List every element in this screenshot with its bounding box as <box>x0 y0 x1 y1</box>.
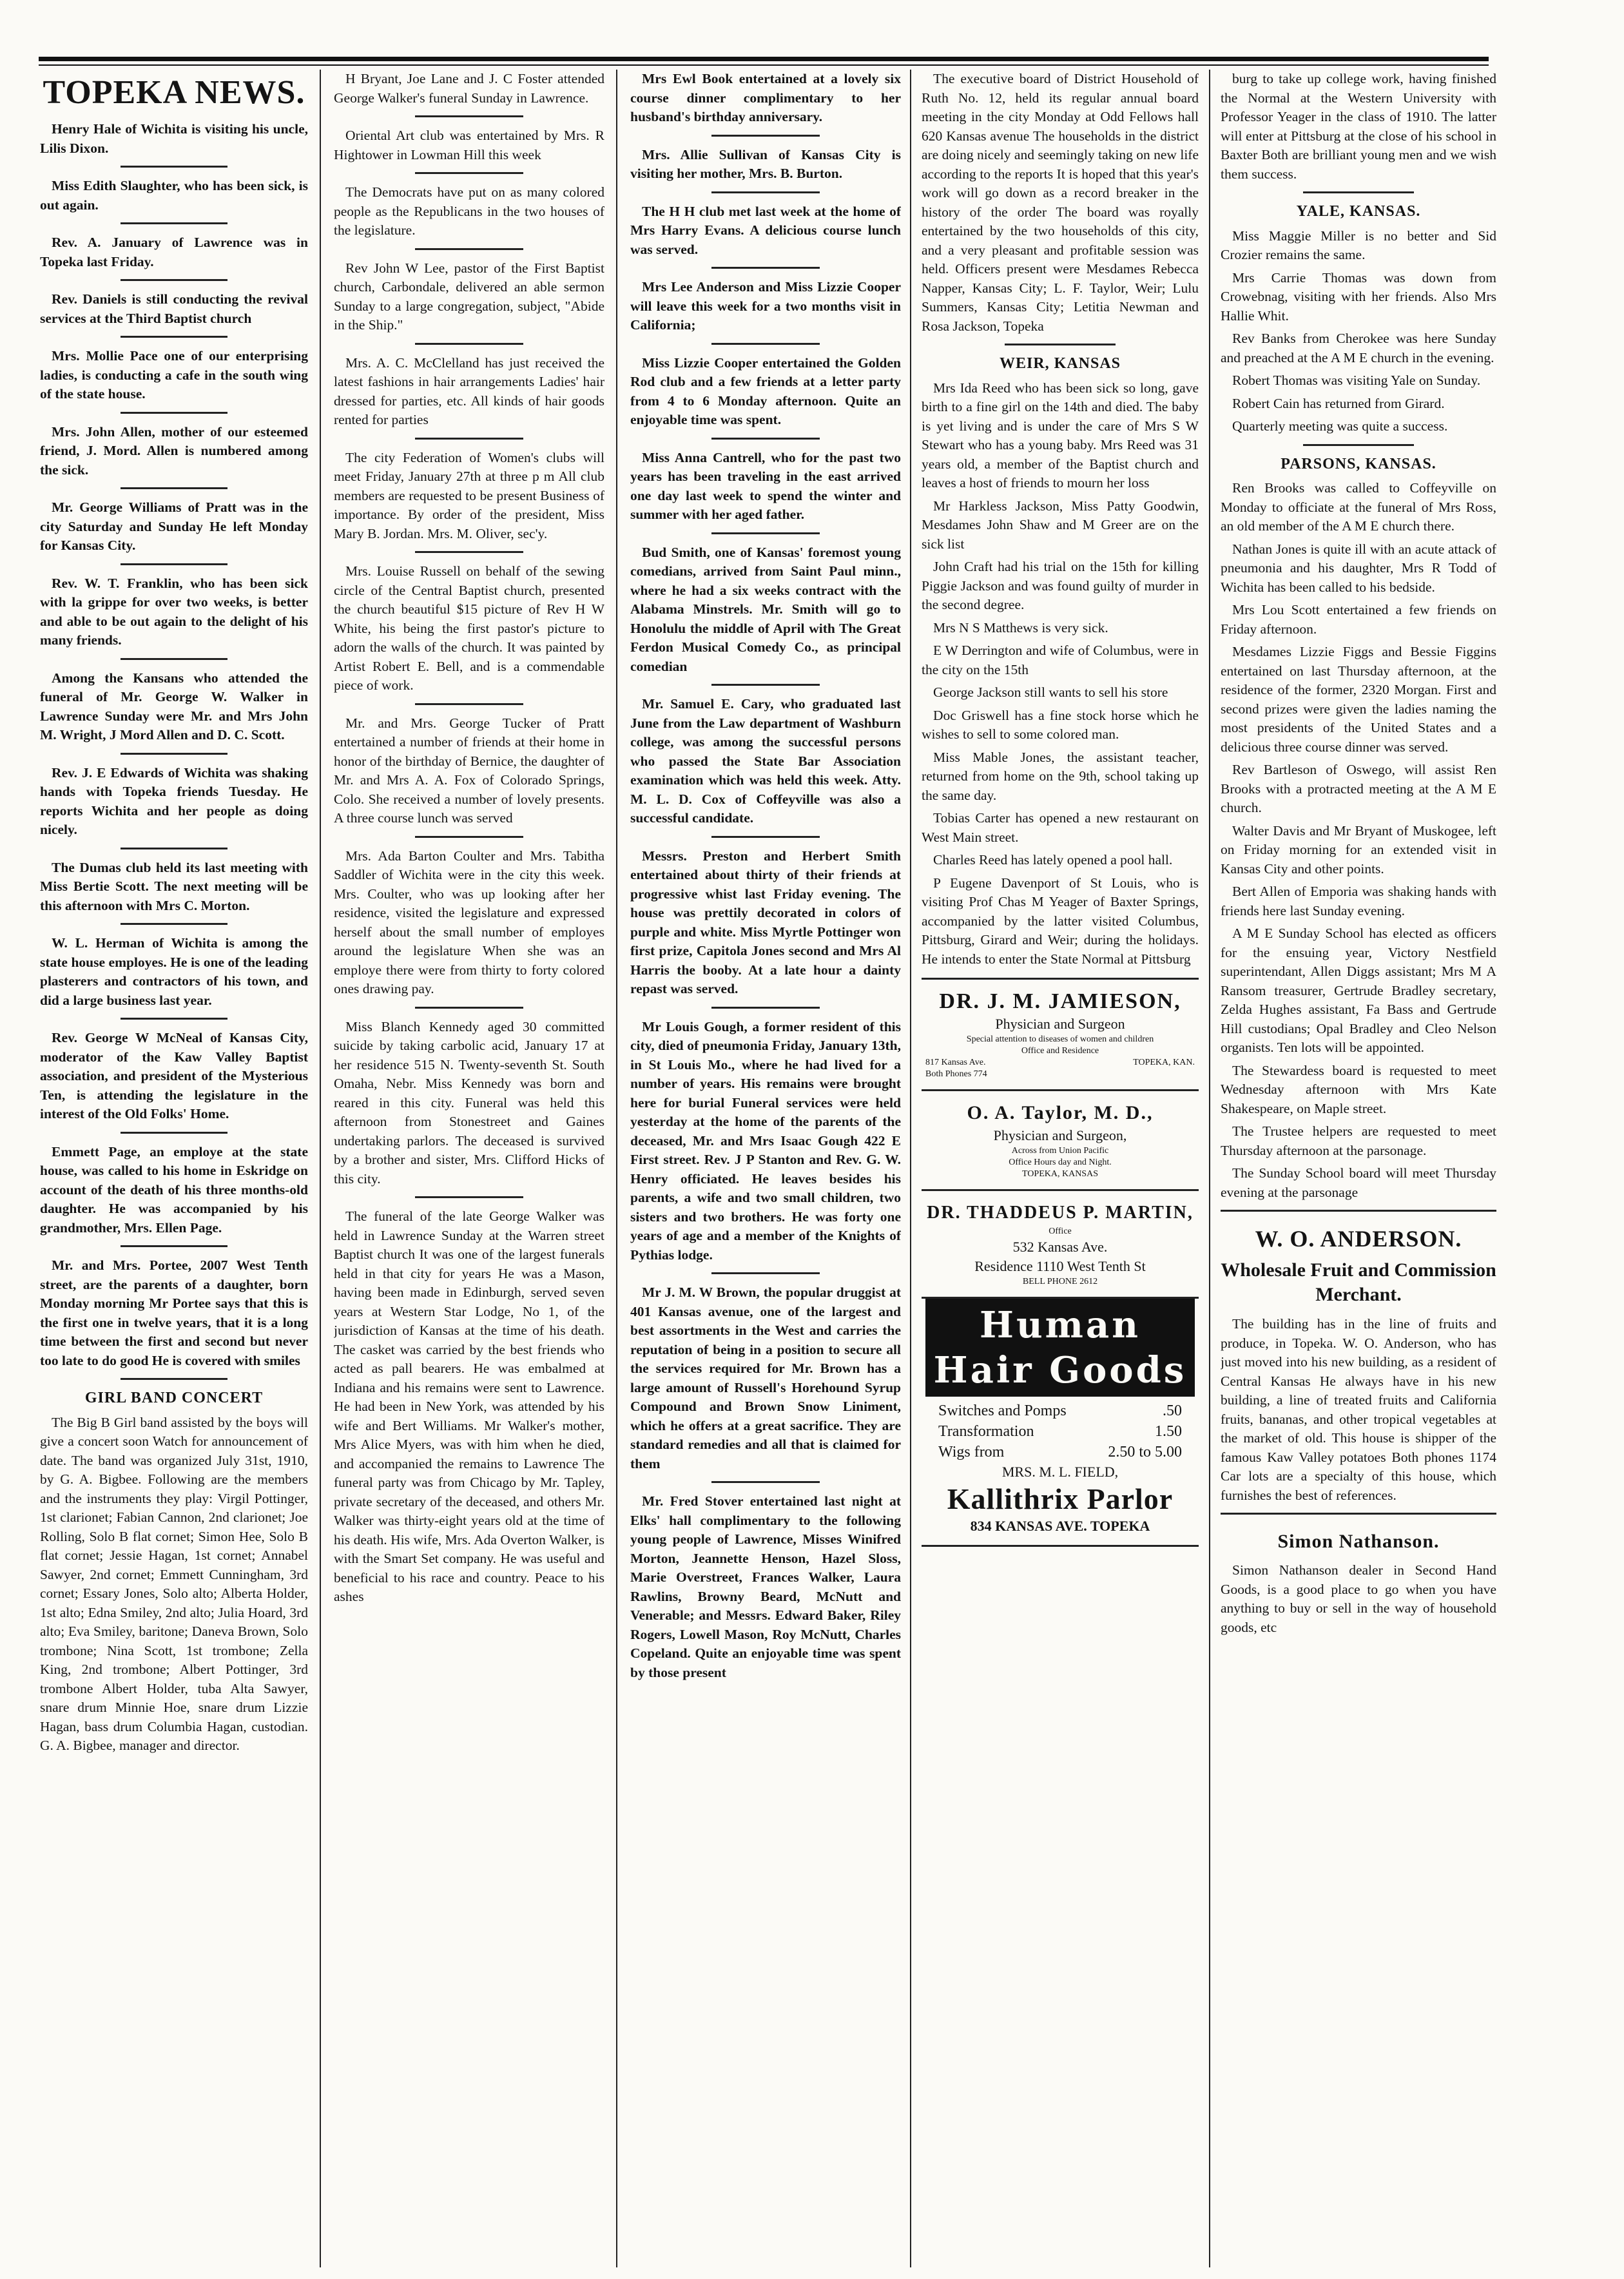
separator <box>121 166 227 168</box>
separator <box>121 848 227 849</box>
news-items <box>334 70 604 1607</box>
news-item: The executive board of District Household of Ruth No. 12, held its regular annual board meeting in the city Monday at Odd Fellows hall 620 Kansas avenue The households in the district are doing nicely and seemingly taking on new life according to the reports It is hoped that this year's work will go down as a record breaker in the history of the order The board was royally entertained by the two households of this city, and a very pleasant and profitable session was held. Officers present were Mesdames Rebecca Napper, Kansas City; L. F. Taylor, Weir; Lulu Summers, Kansas City; Letitia Newman and Rosa Jackson, Topeka <box>922 71 1199 334</box>
yale-heading: YALE, KANSAS. <box>1296 203 1421 220</box>
news-item: The H H club met last week at the home of Mrs Harry Evans. A delicious course lunch was served. <box>630 203 901 257</box>
news-item: Rev. W. T. Franklin, who has been sick with la grippe for over two weeks, is better and able to be out again to the delight of his many friends. <box>40 575 308 648</box>
separator <box>415 836 523 838</box>
ad-hair-item: Switches and Pomps <box>938 1402 1067 1419</box>
separator <box>121 336 227 338</box>
news-item: Walter Davis and Mr Bryant of Muskogee, left on Friday morning for an extended visit in Kansas City and other points. <box>1221 822 1496 877</box>
news-item: burg to take up college work, having finished the Normal at the Western University with Professor Yeager in the class of 1910. The latter will enter at Pittsburg at the close of his school in Baxter Both are brilliant young men and we wish them success. <box>1221 71 1496 182</box>
ad-hair-parlor: Kallithrix Parlor <box>947 1482 1174 1515</box>
top-rule-thin <box>39 64 1489 66</box>
news-items <box>922 70 1199 336</box>
news-item: Henry Hale of Wichita is visiting his uncle, Lilis Dixon. <box>40 121 308 156</box>
news-item: The city Federation of Women's clubs will meet Friday, January 27th at three p m All club members are requested to be present Business of importance. By order of the president, Miss Mary B. Jordan. Mrs. M. Oliver, sec'y. <box>334 449 604 541</box>
news-item: Rev Bartleson of Oswego, will assist Ren Brooks with a protracted meeting at the A M E church. <box>1221 762 1496 815</box>
ad-jamieson-phones: Both Phones 774 <box>925 1069 987 1079</box>
separator <box>121 412 227 414</box>
news-item: The Democrats have put on as many colored people as the Republicans in the two houses of the legislature. <box>334 184 604 238</box>
news-item: Quarterly meeting was quite a success. <box>1232 418 1448 434</box>
ad-taylor-title: Physician and Surgeon, <box>993 1127 1127 1143</box>
news-item: Rev. J. E Edwards of Wichita was shaking hands with Topeka friends Tuesday. He reports Wichita and her people as doing nicely. <box>40 764 308 837</box>
ad-martin-name: DR. THADDEUS P. MARTIN, <box>927 1203 1194 1223</box>
separator <box>1303 191 1413 193</box>
ad-hair-price: 1.50 <box>1155 1423 1182 1440</box>
separator <box>415 248 523 250</box>
parsons-heading: PARSONS, KANSAS. <box>1281 455 1436 472</box>
news-item: Mr. and Mrs. George Tucker of Pratt entertained a number of friends at their home in honor of the birthday of Bernice, the daughter of Mr. and Mrs A. A. Fox of Colorado Springs, Colo. She received a number of lovely presents. A three course lunch was served <box>334 715 604 826</box>
separator <box>121 923 227 925</box>
ad-martin-address: 532 Kansas Ave. <box>1012 1239 1108 1255</box>
news-item: Mrs. Ada Barton Coulter and Mrs. Tabitha Saddler of Wichita were in the city this week. Mrs. Coulter, who was up looking after her residence, visited the legislature and expressed herself about the small number of employes around the legislature When she was an employe there were from thirty to forty colored ones drawing pay. <box>334 848 604 996</box>
separator <box>1221 1513 1496 1515</box>
ad-hair-price: 2.50 to 5.00 <box>1108 1444 1182 1460</box>
column-divider <box>910 70 911 2267</box>
ad-hair-headline: Human Hair Goods <box>925 1299 1195 1397</box>
ad-jamieson-city: TOPEKA, KAN. <box>1133 1058 1195 1067</box>
news-items <box>1221 227 1496 436</box>
news-item: Miss Edith Slaughter, who has been sick, is out again. <box>40 178 308 213</box>
separator <box>121 487 227 489</box>
news-item: Rev. A. January of Lawrence was in Topeka last Friday. <box>40 235 308 269</box>
weir-heading: WEIR, KANSAS <box>999 355 1121 372</box>
news-item: Bud Smith, one of Kansas' foremost young comedians, arrived from Saint Paul minn., where he had a six weeks contract with the Alabama Minstrels. Mr. Smith will go to Honolulu the middle of April with The Great Ferdon Musical Comedy Co., as principal comedian <box>630 544 901 674</box>
news-item: Mr J. M. W Brown, the popular druggist at 401 Kansas avenue, one of the largest and best assortments in the West and carries the reputation of being in a position to secure all the services required for Mr. Brown has a large amount of Russell's Horehound Syrup Compound and Brown Snow Liniment, which he offers at a great sacrifice. They are standard remedies and all that is claimed for them <box>630 1285 901 1471</box>
ad-taylor-city: TOPEKA, KANSAS <box>1022 1169 1098 1179</box>
news-item: Among the Kansans who attended the funeral of Mr. George W. Walker in Lawrence Sunday were Mr. and Mrs John M. Wright, J Mord Allen and D. C. Scott. <box>40 670 308 742</box>
masthead: TOPEKA NEWS. <box>43 74 305 111</box>
news-item: A M E Sunday School has elected as officers for the ensuing year, Victory Nestfield superintendant, Allen Diggs assistant; Mrs M A Ransom treasurer, Gertrude Bradley secretary, Zelda Hughes assistant, Fa Bass and Gertrude Hill custodians; Opal Bradley and Cleo Nelson organists. Ten lots will be appointed. <box>1221 926 1496 1055</box>
news-item: Mr. and Mrs. Portee, 2007 West Tenth street, are the parents of a daughter, born Monday morning Mr Portee says that this is the first one in twelve years, that it is a long time between the first and second but never too late to do good He is covered with smiles <box>40 1257 308 1368</box>
news-item: Messrs. Preston and Herbert Smith entertained about thirty of their friends at progressive whist last Friday evening. The house was prettily decorated in colors of purple and white. Miss Myrtle Pottinger won first prize, Capitola Jones second and Mrs Al Harris the booby. At a late hour a dainty repast was served. <box>630 848 901 996</box>
ad-martin-residence: Residence 1110 West Tenth St <box>974 1258 1146 1274</box>
separator <box>711 1481 820 1483</box>
news-item: Rev John W Lee, pastor of the First Baptist church, Carbondale, delivered an able sermon Sunday to a large congregation, subject, "Abide in the Ship." <box>334 260 604 333</box>
ad-hair-goods <box>922 1299 1199 1547</box>
ad-taylor-address: Across from Union Pacific <box>1011 1146 1109 1156</box>
separator <box>121 1378 227 1380</box>
separator <box>711 191 820 193</box>
news-item: Mrs Lou Scott entertained a few friends on Friday afternoon. <box>1221 602 1496 637</box>
ad-jamieson-row <box>925 1057 1195 1069</box>
news-item: E W Derrington and wife of Columbus, were in the city on the 15th <box>922 643 1199 677</box>
separator <box>711 836 820 838</box>
separator <box>121 1018 227 1020</box>
ad-martin-office: Office <box>1049 1227 1072 1236</box>
news-item: Nathan Jones is quite ill with an acute attack of pneumonia and his daughter, Mrs R Todd of Wichita has been called to his bedside. <box>1221 541 1496 595</box>
news-item: Miss Lizzie Cooper entertained the Golden Rod club and a few friends at a letter party from 4 to 6 Monday afternoon. Quite an enjoyable time was spent. <box>630 354 901 427</box>
news-item: The Stewardess board is requested to meet Wednesday afternoon with Mrs Kate Shakespeare, on Maple street. <box>1221 1062 1496 1116</box>
separator <box>711 684 820 686</box>
news-item: Mr. Samuel E. Cary, who graduated last June from the Law department of Washburn college, was among the successful persons who passed the State Bar Association examination which was held this week. Atty. M. L. D. Cox of Coffeyville was also a successful candidate. <box>630 696 901 826</box>
ad-jamieson-address: 817 Kansas Ave. <box>925 1058 986 1067</box>
news-item: The Dumas club held its last meeting with Miss Bertie Scott. The next meeting will be this afternoon with Mrs C. Morton. <box>40 859 308 913</box>
ad-nathanson-name: Simon Nathanson. <box>1277 1531 1440 1552</box>
ad-jamieson <box>922 978 1199 1091</box>
news-item: Rev Banks from Cherokee was here Sunday and preached at the A M E church in the evening. <box>1221 331 1496 365</box>
top-rule <box>39 57 1489 61</box>
column-3 <box>630 70 901 2267</box>
news-item: Mr. George Williams of Pratt was in the city Saturday and Sunday He left Monday for Kansas City. <box>40 499 308 553</box>
separator <box>711 267 820 269</box>
news-item: John Craft had his trial on the 15th for killing Piggie Jackson and was found guilty of murder in the second degree. <box>922 559 1199 612</box>
news-item: Charles Reed has lately opened a pool hall. <box>933 852 1173 868</box>
news-item: Doc Griswell has a fine stock horse which he wishes to sell to some colored man. <box>922 707 1199 742</box>
ad-taylor-hours: Office Hours day and Night. <box>1009 1158 1112 1167</box>
separator <box>415 1196 523 1198</box>
separator <box>1303 444 1413 446</box>
separator <box>415 438 523 440</box>
separator <box>121 1245 227 1247</box>
news-item: Mrs. Louise Russell on behalf of the sewing circle of the Central Baptist church, presented the church beautiful $15 picture of Rev H W White, his being the first pastor's picture to adorn the walls of the church. It was painted by Artist Robert E. Bell, and is a commendable piece of work. <box>334 563 604 693</box>
separator <box>121 563 227 565</box>
news-item: Robert Thomas was visiting Yale on Sunday. <box>1232 373 1481 388</box>
news-item: H Bryant, Joe Lane and J. C Foster attended George Walker's funeral Sunday in Lawrence. <box>334 71 604 106</box>
ad-hair-address: 834 KANSAS AVE. TOPEKA <box>970 1518 1150 1534</box>
news-item: P Eugene Davenport of St Louis, who is visiting Prof Chas M Yeager of Baxter Springs, accompanied by the latter visited Columbus, Pittsburg, Girard and Weir; during the holidays. He intends to enter the State Normal at Pittsburg <box>922 875 1199 967</box>
separator <box>711 1272 820 1274</box>
girl-band-heading: GIRL BAND CONCERT <box>84 1390 264 1406</box>
news-item: The Sunday School board will meet Thursday evening at the parsonage <box>1221 1165 1496 1200</box>
ad-hair-item: Wigs from <box>938 1444 1005 1460</box>
ad-martin <box>922 1191 1199 1299</box>
news-item: Mr. Fred Stover entertained last night at Elks' hall complimentary to the following young people of Lawrence, Misses Winifred Morton, Jeannette Henson, Hazel Sloss, Marie Overstreet, Frances Walker, Laura Rawlins, Browny Beard, McNutt and Venerable; and Messrs. Edward Baker, Riley Rogers, Lowell Mason, Roy McNutt, Charles Copeland. Quite an enjoyable time was spent by those present <box>630 1493 901 1680</box>
ad-hair-line <box>925 1442 1195 1462</box>
separator <box>415 551 523 553</box>
news-item: Miss Anna Cantrell, who for the past two years has been traveling in the east arrived one day last week to spend the winter and summer with her aged father. <box>630 449 901 522</box>
ad-hair-item: Transformation <box>938 1423 1034 1440</box>
news-item: Mr Harkless Jackson, Miss Patty Goodwin, Mesdames John Shaw and M Greer are on the sick list <box>922 498 1199 552</box>
separator <box>121 279 227 281</box>
separator <box>121 1132 227 1134</box>
separator <box>1221 1210 1496 1212</box>
ad-taylor-name: O. A. Taylor, M. D., <box>967 1102 1154 1123</box>
ad-taylor <box>922 1091 1199 1191</box>
news-item: Emmett Page, an employe at the state house, was called to his home in Eskridge on account of the death of his three months-old daughter. He was accompanied by his grandmother, Mrs. Ellen Page. <box>40 1143 308 1236</box>
news-item: Mrs. A. C. McClelland has just received the latest fashions in hair arrangements Ladies' hair dressed for parties, etc. All kinds of hair goods rented for parties <box>334 354 604 427</box>
news-item: Rev. George W McNeal of Kansas City, moderator of the Kaw Valley Baptist association, and president of the Mysterious Ten, is attending the legislature in the interest of the Old Folks' Home. <box>40 1030 308 1121</box>
separator <box>711 135 820 137</box>
news-item: Oriental Art club was entertained by Mrs. R Hightower in Lowman Hill this week <box>334 128 604 162</box>
ad-nathanson-text: Simon Nathanson dealer in Second Hand Goods, is a good place to go when you have anything to buy or sell in the way of household goods, etc <box>1221 1562 1496 1635</box>
news-item: Mrs N S Matthews is very sick. <box>933 619 1108 635</box>
ad-hair-line <box>925 1421 1195 1442</box>
separator <box>415 1007 523 1009</box>
separator <box>711 343 820 345</box>
news-items <box>1221 479 1496 1202</box>
column-divider <box>1209 70 1210 2267</box>
news-item: Mrs Ida Reed who has been sick so long, gave birth to a fine girl on the 14th and died. The baby is yet living and is under the care of Mrs S W Stewart who has a young baby. Mrs Reed was 31 years old, a member of the Baptist church and leaves a host of friends to mourn her loss <box>922 380 1199 490</box>
ad-anderson-text: The building has in the line of fruits and produce, in Topeka. W. O. Anderson, who has just moved into his new building, as a resident of Central Kansas He always have in his new building, a line of treated fruits and California fruits, bananas, and other tropical vegetables at the market of old. This house is shipper of the famous Kaw Valley potatoes Both phones 1174 Car lots are a specialty of this house, which furnishes the best of references. <box>1221 1316 1496 1503</box>
news-item: The funeral of the late George Walker was held in Lawrence Sunday at the Warren street Baptist church It was one of the largest funerals held in that city for years He was a Mason, having been made in Edinburgh, served seven years at Western Star Lodge, No 1, of the jurisdiction of Kansas at the time of his death. The casket was carried by the best friends who acted as pall bearers. He was embalmed at Indiana and his remains were sent to Lawrence. He had been in New York, was attended by his wife and Bert Williams. Mr Walker's mother, Mrs Alice Myers, was with him when he died, and accompanied the remains to Lawrence The funeral party was from Chicago by Mr. Tapley, private secretary of the deceased, and others Mr. Walker was thirty-eight years old at the time of his death. His wife, Mrs. Ada Overton Walker, is with the Smart Set company. He was useful and beneficial to his race and country. Peace to his ashes <box>334 1208 604 1604</box>
column-2 <box>334 70 604 2267</box>
column-divider <box>616 70 617 2267</box>
news-item: Ren Brooks was called to Coffeyville on Monday to officiate at the funeral of Mrs Ross, an old member of the A M E church there. <box>1221 480 1496 534</box>
news-item: Mr Louis Gough, a former resident of this city, died of pneumonia Friday, January 13th, in St Louis Mo., where he had lived for a number of years. His remains were brought here for burial Funeral services were held yesterday at the home of the parents of the deceased, Mr. and Mrs Isaac Gough 422 E First street. Rev. J P Stanton and Rev. G. W. Henry officiated. He leaves besides his parents, a wife and two small children, two sisters and two brothers. He was forty one years of age and a member of the Knights of Pythias lodge. <box>630 1018 901 1263</box>
news-item: Mrs. Allie Sullivan of Kansas City is visiting her mother, Mrs. B. Burton. <box>630 146 901 181</box>
news-items <box>922 379 1199 969</box>
separator <box>121 658 227 660</box>
column-1 <box>40 70 308 2267</box>
news-item: W. L. Herman of Wichita is among the state house employes. He is one of the leading plasterers and contractors of his town, and did a large business last year. <box>40 935 308 1008</box>
separator <box>711 438 820 440</box>
separator <box>415 703 523 705</box>
ad-anderson-name: W. O. ANDERSON. <box>1255 1226 1462 1252</box>
ad-hair-line <box>925 1401 1195 1421</box>
separator <box>711 1007 820 1009</box>
separator <box>121 753 227 755</box>
ad-anderson-sub: Wholesale Fruit and Commission Merchant. <box>1221 1259 1496 1305</box>
news-item: Tobias Carter has opened a new restaurant on West Main street. <box>922 810 1199 845</box>
news-item: Mesdames Lizzie Figgs and Bessie Figgins entertained on last Thursday afternoon, at the residence of the former, 2320 Morgan. First and second prizes were given the ladies naming the most presidents of the United States and a delicious three course dinner was served. <box>1221 644 1496 755</box>
ad-martin-phone: BELL PHONE 2612 <box>1022 1277 1098 1286</box>
news-item: Mrs. Mollie Pace one of our enterprising ladies, is conducting a cafe in the south wing of the state house. <box>40 348 308 402</box>
news-item: Bert Allen of Emporia was shaking hands with friends here last Sunday evening. <box>1221 884 1496 918</box>
girl-band-text: The Big B Girl band assisted by the boys will give a concert soon Watch for announcement of date. The band was organized July 31st, 1910, by G. A. Bigbee. Following are the members and the instruments they play: Virgil Pottinger, 1st clarionet; Fabian Cannon, 2nd clarionet; Joe Rolling, Solo B flat cornet; Simon Hee, Solo B flat cornet; Jessie Hagan, 1st cornet; Annabel Sawyer, 2nd cornet; Emmett Cunningham, 3rd cornet; Essary Jones, Solo alto; Alberta Holder, 1st alto; Edna Smiley, 2nd alto; Julia Hoard, 3rd alto; Eva Smiley, baritone; Daneva Brown, Solo trombone; Nina Scott, 1st trombone; Zella King, 2nd trombone; Albert Pottinger, 3rd trombone Albert Holder, tuba Alta Sawyer, snare drum Minnie Hoe, snare drum Lizzie Hagan, bass drum Columbia Hagan, custodian. G. A. Bigbee, manager and director. <box>40 1414 308 1753</box>
news-item: Mrs Lee Anderson and Miss Lizzie Cooper will leave this week for a two months visit in California; <box>630 279 901 333</box>
news-item: Miss Mable Jones, the assistant teacher, returned from home on the 9th, school taking up the same day. <box>922 749 1199 803</box>
news-item: Miss Maggie Miller is no better and Sid Crozier remains the same. <box>1221 228 1496 262</box>
news-item: Robert Cain has returned from Girard. <box>1232 395 1445 411</box>
separator <box>121 222 227 224</box>
separator <box>415 115 523 117</box>
news-item: Mrs Carrie Thomas was down from Crowebnag, visiting with her friends. Also Mrs Hallie Whit. <box>1221 269 1496 324</box>
news-item: Mrs. John Allen, mother of our esteemed friend, J. Mord. Allen is numbered among the sick. <box>40 423 308 478</box>
separator <box>415 172 523 174</box>
news-item: The Trustee helpers are requested to meet Thursday afternoon at the parsonage. <box>1221 1123 1496 1158</box>
ad-jamieson-title: Physician and Surgeon <box>995 1016 1125 1032</box>
news-item: Rev. Daniels is still conducting the revival services at the Third Baptist church <box>40 291 308 326</box>
ad-hair-proprietor: MRS. M. L. FIELD, <box>1001 1464 1119 1480</box>
column-5 <box>1221 70 1496 2267</box>
news-item: George Jackson still wants to sell his store <box>933 684 1168 700</box>
column-4 <box>922 70 1199 2267</box>
news-item: Miss Blanch Kennedy aged 30 committed suicide by taking carbolic acid, January 17 at her residence 515 N. Twenty-seventh St. South Omaha, Nebr. Miss Kennedy was born and reared in this city. Funeral was held this afternoon from Stonestreet and Gaines undertaking parlors. The deceased is survived by a brother and sister, Mrs. Clifford Hicks of this city. <box>334 1018 604 1187</box>
news-items <box>1221 70 1496 184</box>
separator <box>1005 344 1116 345</box>
news-items <box>630 70 901 1682</box>
news-item: Mrs Ewl Book entertained at a lovely six course dinner complimentary to her husband's birthday anniversary. <box>630 71 901 124</box>
separator <box>415 343 523 345</box>
ad-hair-price: .50 <box>1163 1402 1182 1419</box>
ad-jamieson-name: DR. J. M. JAMIESON, <box>939 989 1181 1013</box>
separator <box>711 532 820 534</box>
column-divider <box>320 70 321 2267</box>
news-items <box>40 120 308 1380</box>
ad-jamieson-note: Special attention to diseases of women and children <box>966 1034 1154 1044</box>
ad-jamieson-office: Office and Residence <box>1021 1046 1099 1056</box>
